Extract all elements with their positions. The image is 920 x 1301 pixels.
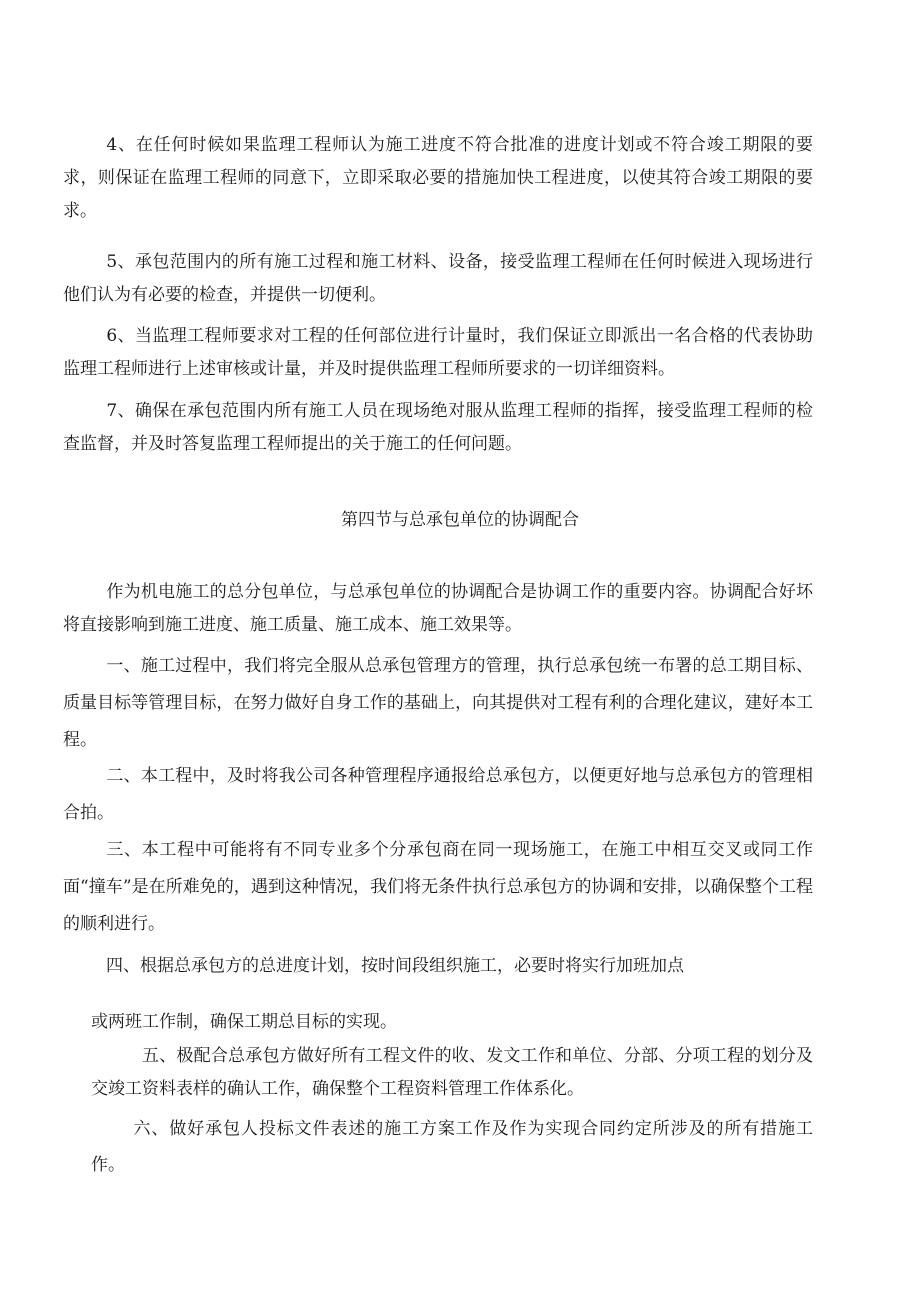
paragraph-7: 7、确保在承包范围内所有施工人员在现场绝对服从监理工程师的指挥，接受监理工程师的检查监督，并及时答复监理工程师提出的关于施工的任何问题。 (63, 401, 813, 454)
section-intro: 作为机电施工的总分包单位，与总承包单位的协调配合是协调工作的重要内容。协调配合好坏将直接影响到施工进度、施工质量、施工成本、施工效果等。 (63, 582, 813, 635)
item-1: 一、施工过程中，我们将完全服从总承包管理方的管理，执行总承包统一布署的总工期目标、质量目标等管理目标，在努力做好自身工作的基础上，向其提供对工程有利的合理化建议，建好本工程。 (63, 656, 813, 750)
item-4-line-2: 或两班工作制，确保工期总目标的实现。 (91, 1012, 397, 1032)
item-2: 二、本工程中，及时将我公司各种管理程序通报给总承包方，以便更好地与总承包方的管理相合拍。 (63, 766, 813, 823)
paragraph-6: 6、当监理工程师要求对工程的任何部位进行计量时，我们保证立即派出一名合格的代表协助监理工程师进行上述审核或计量，并及时提供监理工程师所要求的一切详细资料。 (63, 326, 813, 379)
item-3: 三、本工程中可能将有不同专业多个分承包商在同一现场施工，在施工中相互交叉或同工作面“撞车”是在所难免的，遇到这种情况，我们将无条件执行总承包方的协调和安排，以确保整个工程的顺利进行。 (63, 840, 813, 934)
paragraph-4: 4、在任何时候如果监理工程师认为施工进度不符合批准的进度计划或不符合竣工期限的要求，则保证在监理工程师的同意下，立即采取必要的措施加快工程进度，以使其符合竣工期限的要求。 (63, 135, 813, 221)
section-heading: 第四节与总承包单位的协调配合 (341, 510, 579, 530)
item-4-line-1: 四、根据总承包方的总进度计划，按时间段组织施工，必要时将实行加班加点 (106, 956, 684, 976)
paragraph-5: 5、承包范围内的所有施工过程和施工材料、设备，接受监理工程师在任何时候进入现场进行他们认为有必要的检查，并提供一切便利。 (63, 252, 813, 305)
item-6: 六、做好承包人投标文件表述的施工方案工作及作为实现合同约定所涉及的所有措施工作。 (91, 1119, 813, 1175)
item-5: 五、极配合总承包方做好所有工程文件的收、发文工作和单位、分部、分项工程的划分及交竣工资料表样的确认工作，确保整个工程资料管理工作体系化。 (91, 1046, 813, 1099)
